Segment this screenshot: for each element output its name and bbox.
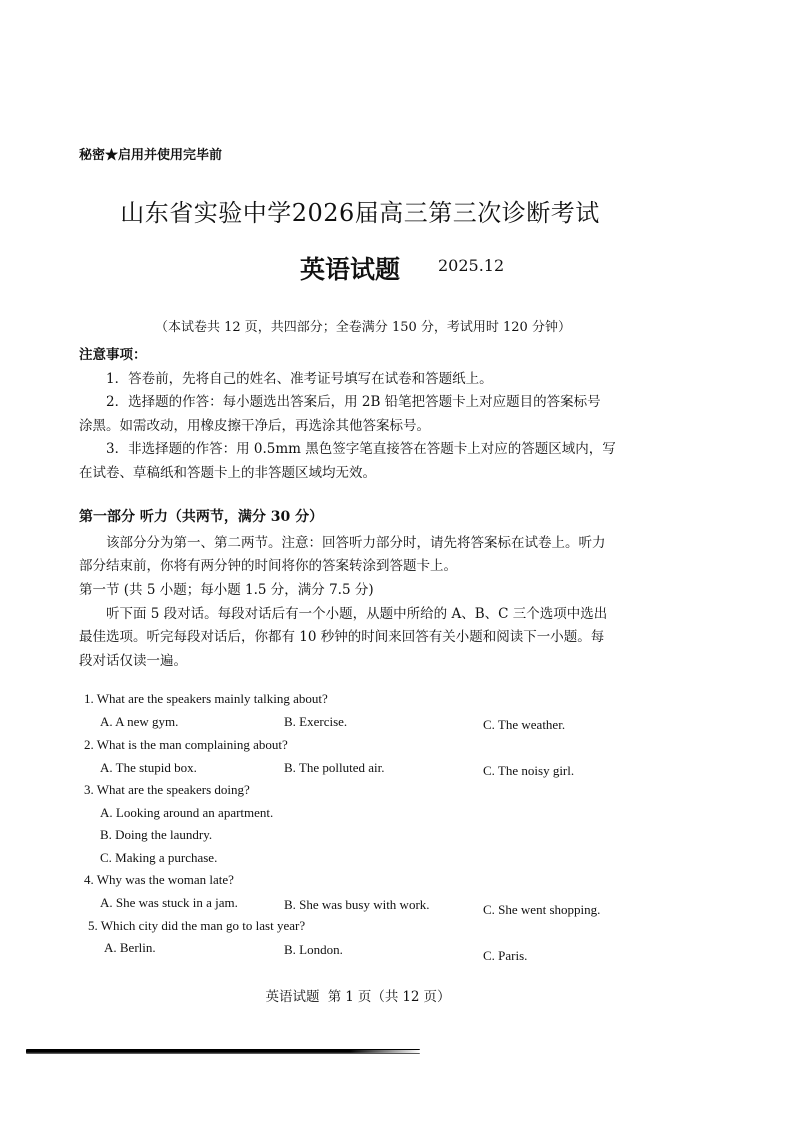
option-c: C. Paris.: [483, 948, 528, 963]
part1-heading: 第一部分 听力（共两节，满分 30 分）: [79, 509, 324, 525]
option-b: B. Doing the laundry.: [100, 827, 213, 842]
section1-line: 段对话仅读一遍。: [79, 653, 187, 669]
exam-date: 2025.12: [438, 256, 505, 275]
option-a: A. Looking around an apartment.: [100, 805, 274, 820]
confidential-label: 秘密★启用并使用完毕前: [79, 148, 223, 163]
footer-subject: 英语试题: [265, 989, 320, 1005]
exam-title: 山东省实验中学2026届高三第三次诊断考试: [120, 199, 600, 227]
option-c: C. The weather.: [483, 717, 566, 732]
part1-intro-line: 部分结束前，你将有两分钟的时间将你的答案转涂到答题卡上。: [79, 558, 457, 574]
option-b: B. She was busy with work.: [284, 897, 430, 912]
footer-page-prefix: 第: [327, 989, 342, 1005]
option-a: A. She was stuck in a jam.: [100, 895, 238, 910]
option-b: B. London.: [284, 942, 343, 957]
section1-heading: 第一节 (共 5 小题；每小题 1.5 分，满分 7.5 分): [79, 582, 374, 598]
question-stem: 4. Why was the woman late?: [84, 872, 234, 887]
footer-page-number: 1: [345, 989, 354, 1005]
option-c: C. She went shopping.: [483, 902, 601, 917]
footer-total-suffix: 页）: [423, 989, 451, 1005]
paper-info: （本试卷共 12 页，共四部分；全卷满分 150 分，考试用时 120 分钟）: [155, 320, 571, 335]
part1-intro-line: 该部分分为第一、第二两节。注意：回答听力部分时，请先将答案标在试卷上。听力: [106, 535, 606, 551]
question-stem: 2. What is the man complaining about?: [84, 737, 288, 752]
notice-line: 3．非选择题的作答：用 0.5mm 黑色签字笔直接答在答题卡上对应的答题区域内，写: [106, 441, 616, 457]
footer-page-suffix: 页（共: [357, 989, 399, 1005]
notice-line: 1．答卷前，先将自己的姓名、准考证号填写在试卷和答题纸上。: [106, 371, 493, 387]
option-a: A. The stupid box.: [100, 760, 197, 775]
option-a: A. Berlin.: [104, 940, 156, 955]
option-c: C. Making a purchase.: [100, 850, 218, 865]
footer-total-pages: 12: [402, 989, 420, 1005]
page-footer: [0, 985, 720, 1005]
section1-line: 听下面 5 段对话。每段对话后有一个小题，从题中所给的 A、B、C 三个选项中选出: [106, 606, 608, 622]
question-stem: 5. Which city did the man go to last year?: [88, 918, 306, 933]
option-c: C. The noisy girl.: [483, 763, 575, 778]
notice-line: 涂黑。如需改动，用橡皮擦干净后，再选涂其他答案标号。: [79, 418, 430, 434]
option-a: A. A new gym.: [100, 714, 179, 729]
notice-line: 2．选择题的作答：每小题选出答案后，用 2B 铅笔把答题卡上对应题目的答案标号: [106, 394, 601, 410]
question-stem: 3. What are the speakers doing?: [84, 782, 250, 797]
question-stem: 1. What are the speakers mainly talking about?: [84, 691, 328, 706]
option-b: B. Exercise.: [284, 714, 348, 729]
subject-title: 英语试题: [300, 255, 401, 284]
section1-line: 最佳选项。听完每段对话后，你都有 10 秒钟的时间来回答有关小题和阅读下一小题。每: [79, 629, 605, 645]
option-b: B. The polluted air.: [284, 760, 385, 775]
notice-line: 在试卷、草稿纸和答题卡上的非答题区域均无效。: [79, 465, 376, 481]
scan-edge-fade: [350, 1050, 420, 1053]
notice-heading: 注意事项：: [79, 347, 147, 363]
